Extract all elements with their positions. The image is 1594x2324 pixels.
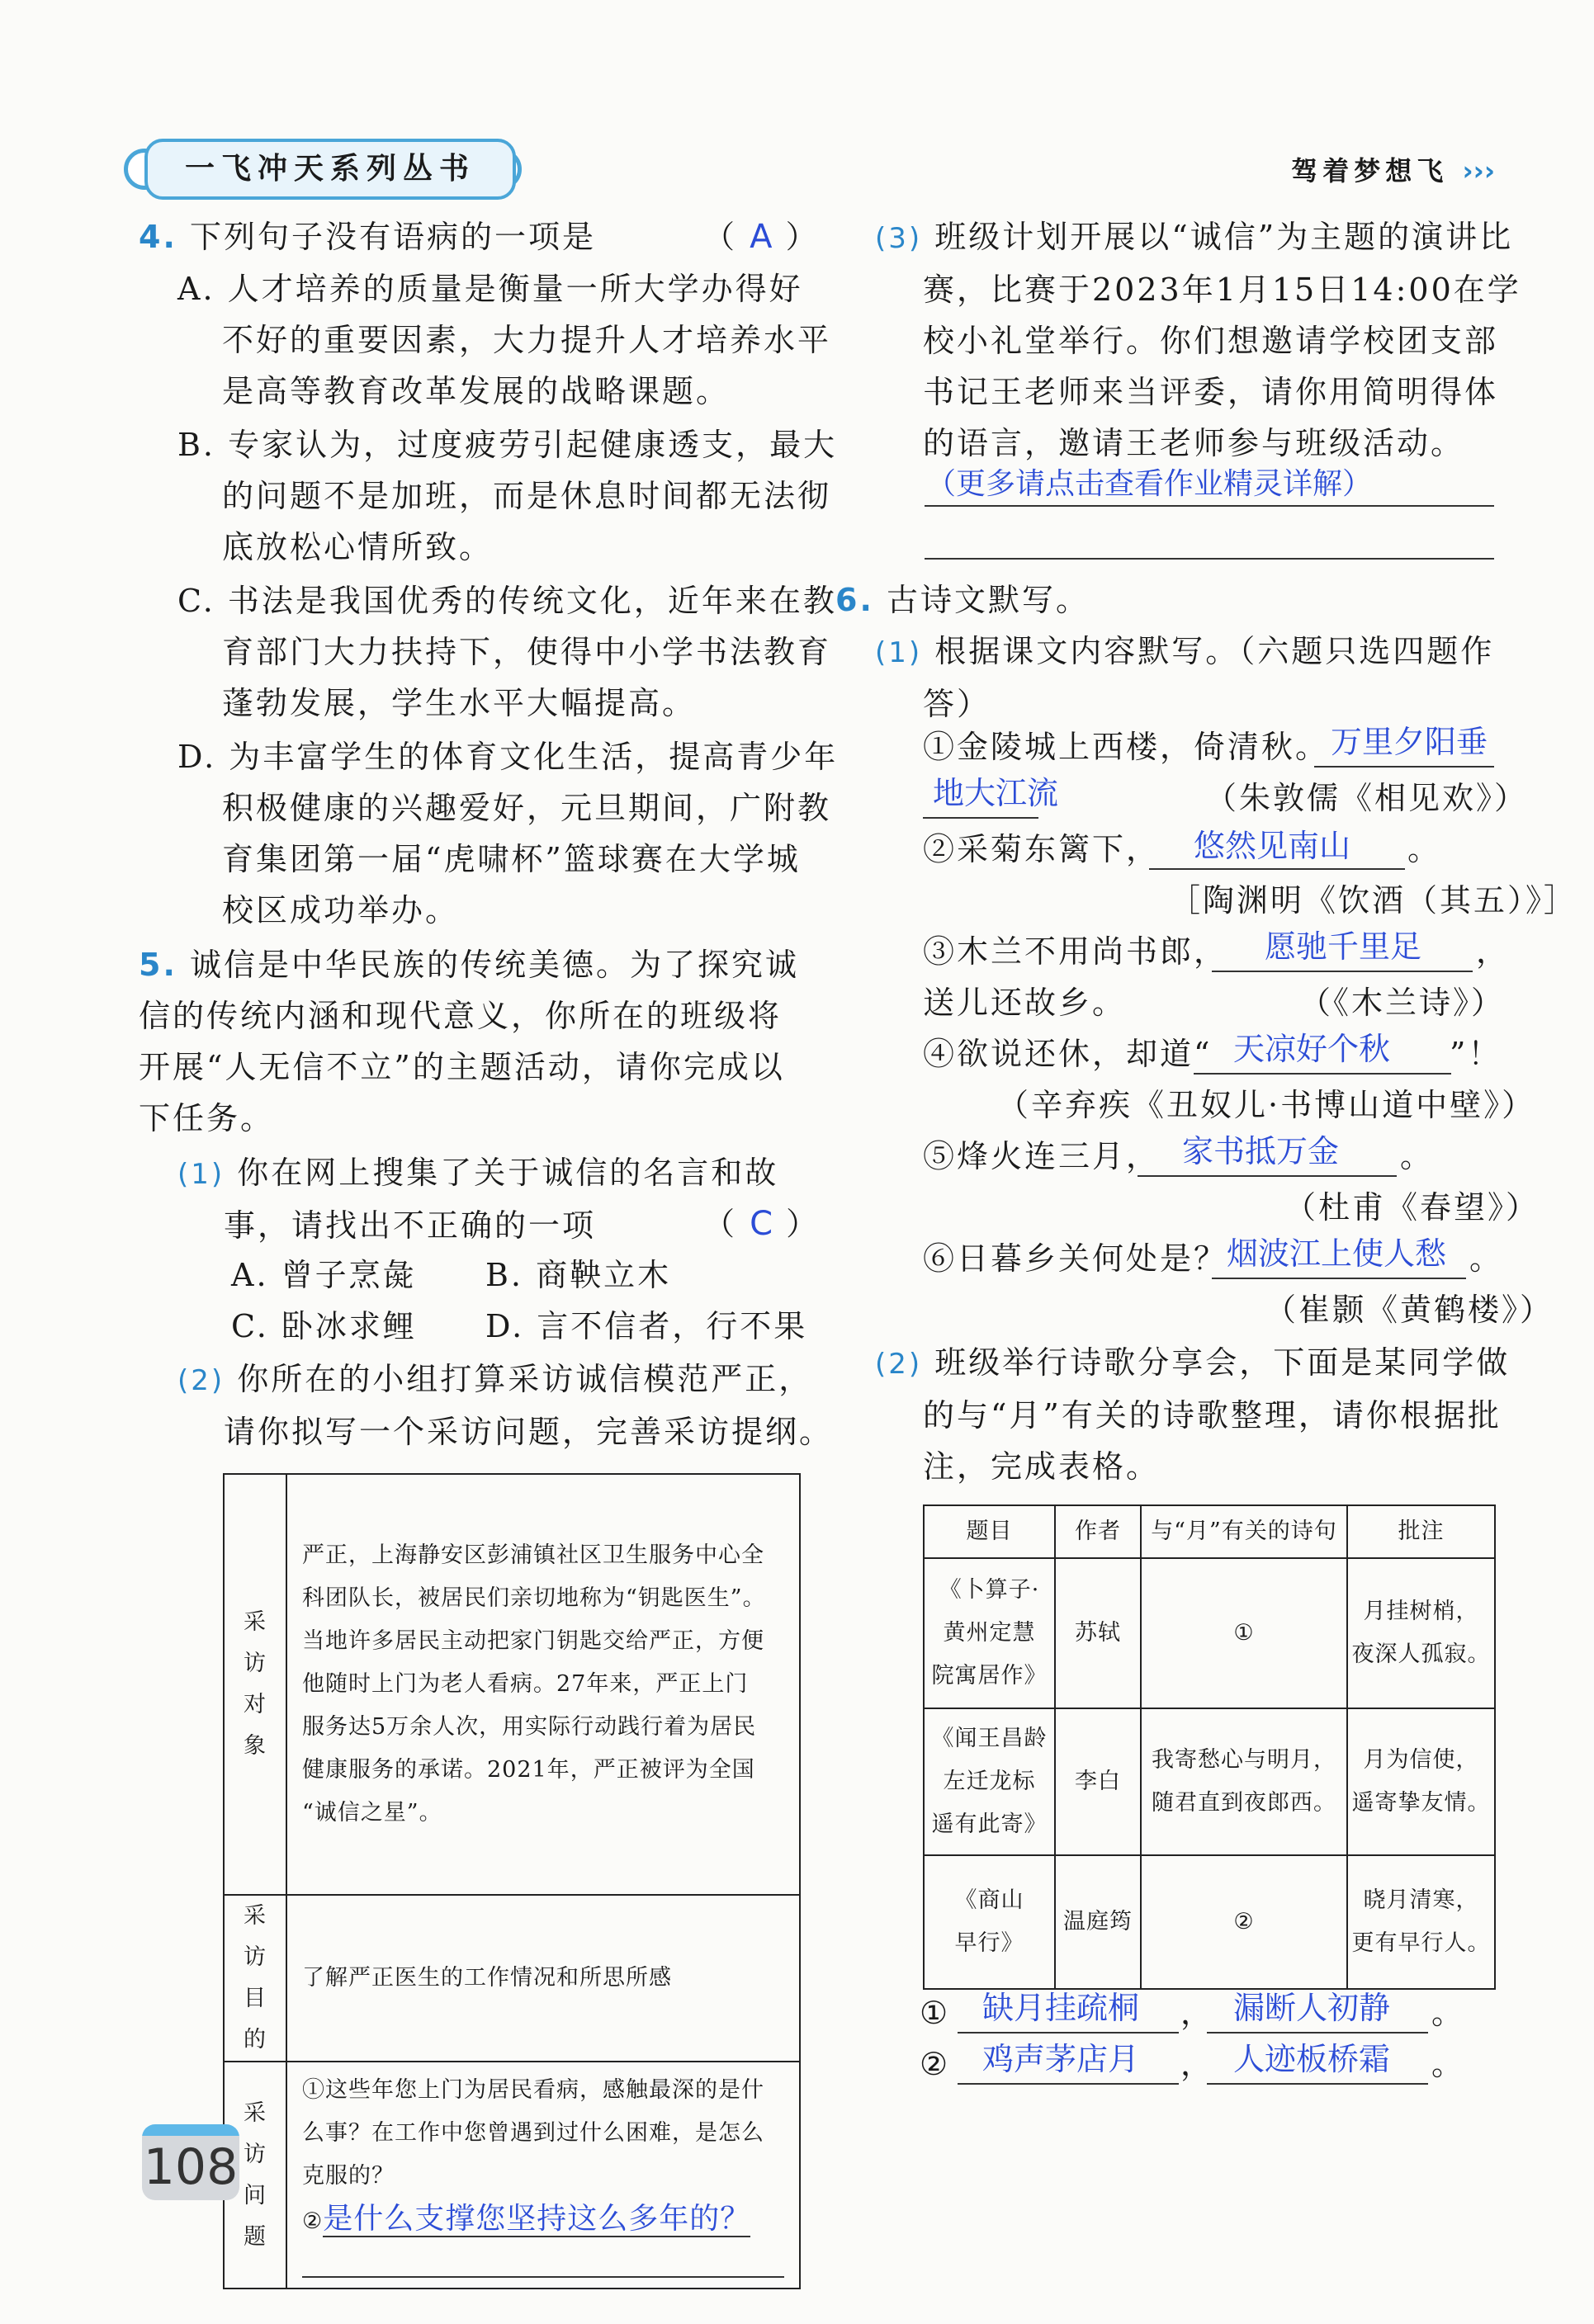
q6-p1-line: 根据课文内容默写。（六题只选四题作 [934,633,1495,669]
q5-p1-line: 你在网上搜集了关于诚信的名言和故 [237,1155,779,1191]
row-line: ① [1141,1558,1347,1708]
header-author: 作者 [1055,1505,1141,1558]
q4-b-line: 的问题不是加班，而是休息时间都无法彻 [222,478,832,514]
poem-item-4: ④欲说还休，却道“ [923,1036,1213,1072]
obj-line: 健康服务的承诺。2021年，严正被评为全国 [302,1757,755,1783]
q4-c-line: 育部门大力扶持下，使得中小学书法教育 [222,634,832,670]
q6-p2-line: 班级举行诗歌分享会，下面是某同学做 [934,1344,1511,1381]
q4-option-a [177,263,831,417]
q4-d-line: 育集团第一届“虎啸杯”篮球赛在大学城 [222,841,801,877]
cell-line: 我寄愁心与明月， [1152,1747,1336,1773]
row-author: 温庭筠 [1055,1855,1141,1989]
cell-line: 月为信使， [1363,1747,1479,1773]
interview-purpose-label [224,1895,286,2062]
answer-line [1138,1175,1397,1177]
cell-line: 《闻王昌龄 [931,1726,1048,1751]
poem-answer-5: 家书抵万金 [1182,1133,1340,1169]
cell-line: 遥寄挚友情。 [1351,1790,1491,1816]
poem-post-2: 。 [1407,831,1442,867]
q5-p2-line: 请你拟写一个采访问题，完善采访提纲。 [224,1414,834,1450]
obj-line: “诚信之星”。 [302,1800,442,1826]
q6-stem [835,574,1090,626]
q5-p1-opt-d: D. 言不信者，行不果 [485,1308,808,1344]
poem-post-3: ， [1476,933,1511,970]
q6-part1 [875,626,1494,730]
q4-option-c [177,575,837,729]
row-note [1347,1708,1495,1855]
poem-post-5: 。 [1400,1138,1435,1174]
row-title [924,1855,1055,1989]
moon-answer-1-num: ① [920,1995,951,2031]
label-line: 采访 [244,2100,267,2167]
interview-obj-label [224,1474,286,1895]
q4-a-line: 是高等教育改革发展的战略课题。 [222,373,731,409]
q5-p2-line: 你所在的小组打算采访诚信模范严正， [237,1361,813,1397]
row-note [1347,1558,1495,1708]
poem-answer-2: 悠然见南山 [1194,828,1351,864]
q4-a-line: A. 人才培养的质量是衡量一所大学办得好 [177,271,803,307]
q4-d-line: 校区成功举办。 [222,892,460,928]
cell-line: 早行》 [954,1930,1024,1956]
poem-source-5: （杜甫《春望》） [1284,1189,1540,1226]
q5-p3-number: (3) [875,222,923,255]
q5-p3-line: 赛，比赛于2023年1月15日14:00在学 [923,272,1521,308]
q6-p2-line: 注，完成表格。 [923,1448,1161,1485]
paren-open: （ [703,219,738,255]
q5-p3-answer: （更多请点击查看作业精灵详解） [926,467,1373,501]
paren-open: （ [703,1206,738,1242]
q5-p1-number: (1) [177,1158,225,1191]
cell-line: 院寓居作》 [931,1663,1048,1689]
cell-line: 《卜算子· [939,1577,1040,1603]
answer-line [923,817,1038,819]
answer-line [1194,1073,1451,1075]
q4-d-line: D. 为丰富学生的体育文化生活，提高青少年 [177,739,839,775]
q4-stem [139,211,596,262]
moon-answer-2-num: ② [920,2046,951,2082]
poem-item-3: ③木兰不用尚书郎， [923,933,1228,970]
obj-line: 他随时上门为老人看病。27年来，严正上门 [302,1671,749,1697]
q4-option-d [177,731,838,936]
poem-source-2: ［陶渊明《饮酒（其五）》］ [1169,882,1578,919]
q5-p2-number: (2) [177,1364,225,1397]
q5-p3-line: 班级计划开展以“诚信”为主题的演讲比 [934,219,1514,255]
q5-p3-line: 校小礼堂举行。你们想邀请学校团支部 [923,323,1499,359]
header-note: 批注 [1347,1505,1495,1558]
q2-answer: 是什么支撑您坚持这么多年的？ [323,2202,751,2236]
label-line: 目的 [244,1986,267,2052]
header-title: 题目 [924,1505,1055,1558]
q6-part2 [875,1337,1510,1492]
row-title [924,1708,1055,1855]
row-author: 李白 [1055,1708,1141,1855]
q4-c-line: 蓬勃发展，学生水平大幅提高。 [222,685,697,721]
q-line: 克服的？ [302,2163,395,2189]
cell-line: 晓月清寒， [1363,1887,1479,1913]
poem-source-6: （崔颢《黄鹤楼》） [1265,1292,1554,1328]
q6-p1-line: 答） [923,686,991,722]
paren-close: ） [786,1206,821,1242]
q4-stem-text: 下列句子没有语病的一项是 [189,219,596,255]
q4-option-b [177,419,837,573]
q6-p1-number: (1) [875,636,923,669]
poem-post-6: 。 [1469,1240,1504,1277]
row-line [1141,1708,1347,1855]
interview-question-text [286,2062,800,2289]
header-line: 与“月”有关的诗句 [1141,1505,1347,1558]
obj-line: 当地许多居民主动把家门钥匙交给严正，方便 [302,1628,764,1654]
moon-answer-2a: 鸡声茅店月 [982,2041,1140,2077]
period: 。 [1431,1995,1466,2031]
q2-row [302,2198,784,2243]
answer-line [1212,971,1473,972]
q5-part2 [177,1353,833,1457]
answer-line [302,2243,784,2278]
row-title [924,1558,1055,1708]
moon-answer-1a: 缺月挂疏桐 [982,1990,1140,2026]
poem-item-1: ①金陵城上西楼，倚清秋。 [923,729,1330,765]
q6-p2-line: 的与“月”有关的诗歌整理，请你根据批 [923,1397,1502,1434]
poem-source-4: （辛弃疾《丑奴儿·书博山道中壁》） [997,1087,1536,1123]
header-slogan [1291,150,1495,188]
q5-p3-line: 的语言，邀请王老师参与班级活动。 [923,425,1465,461]
cell-line: 夜深人孤寂。 [1351,1641,1491,1667]
table-row [924,1855,1495,1989]
page-number: 108 [142,2124,239,2200]
paren-close: ） [785,219,820,255]
q6-number: 6. [835,582,874,618]
cell-line: 黄州定慧 [943,1620,1036,1646]
q5-p1-opt-c: C. 卧冰求鲤 [231,1308,417,1344]
q5-number: 5. [139,947,177,983]
cell-line: 月挂树梢， [1363,1599,1479,1624]
q2-number: ② [302,2208,324,2234]
answer-line [1207,2083,1428,2085]
row-note [1347,1855,1495,1989]
poem-answer-3: 愿驰千里足 [1265,928,1422,965]
answer-line [1212,1278,1466,1279]
cell-line: 《商山 [954,1887,1024,1913]
answer-line [1149,868,1405,870]
q-line: ①这些年您上门为居民看病，感触最深的是什 [302,2077,764,2103]
q4-a-line: 不好的重要因素，大力提升人才培养水平 [222,322,832,358]
answer-line [958,2083,1179,2085]
q4-number: 4. [139,219,177,255]
row-author: 苏轼 [1055,1558,1141,1708]
series-title: 一飞冲天系列丛书 [184,152,475,186]
poem-item-3-line2: 送儿还故乡。 [923,985,1127,1021]
comma: ， [1180,2046,1215,2082]
q6-p2-number: (2) [875,1348,923,1381]
moon-answer-2b: 人迹板桥霜 [1233,2041,1391,2077]
label-line: 对象 [244,1692,267,1759]
answer-line [925,558,1494,560]
poem-source-1: （朱敦儒《相见欢》） [1205,780,1529,816]
obj-line: 科团队长，被居民们亲切地称为“钥匙医生”。 [302,1585,766,1611]
slogan-text: 驾着梦想飞 [1291,155,1449,187]
cell-line: 左迁龙标 [943,1769,1036,1794]
table-row [924,1708,1495,1855]
poem-answer-1b: 地大江流 [933,775,1059,811]
interview-table [223,1473,801,2289]
q5-p1-line: 事，请找出不正确的一项 [224,1207,597,1244]
label-line: 采访 [244,1609,267,1676]
poem-item-5: ⑤烽火连三月， [923,1138,1161,1174]
cell-line: 更有早行人。 [1351,1930,1491,1956]
poem-post-4: ”！ [1450,1036,1502,1072]
interview-purpose-text: 了解严正医生的工作情况和所思所感 [286,1895,800,2062]
label-line: 问题 [244,2182,267,2250]
interview-obj-text [286,1474,800,1895]
moon-poem-table [923,1504,1496,1990]
answer-line [925,505,1494,507]
q5-stem-line: 开展“人无信不立”的主题活动，请你完成以 [139,1049,785,1085]
q5-p1-answer-paren [703,1198,820,1249]
poem-answer-6: 烟波江上使人愁 [1227,1235,1447,1272]
q5-stem-line: 下任务。 [139,1100,275,1136]
poem-answer-1a: 万里夕阳垂 [1331,724,1488,760]
poem-item-2: ②采菊东篱下， [923,831,1161,867]
q4-b-line: B. 专家认为，过度疲劳引起健康透支，最大 [177,427,838,463]
q4-d-line: 积极健康的兴趣爱好，元旦期间，广附教 [222,790,832,826]
q-line: 么事？在工作中您曾遇到过什么困难，是怎么 [302,2120,764,2146]
q6-stem-text: 古诗文默写。 [886,582,1090,618]
moon-answer-1b: 漏断人初静 [1233,1990,1391,2026]
comma: ， [1180,1995,1215,2031]
cell-line: 遥有此寄》 [931,1811,1048,1837]
q5-p1-answer: C [750,1205,774,1243]
chevron-right-icon: ››› [1462,155,1495,187]
poem-answer-4: 天凉好个秋 [1233,1031,1391,1067]
q5-part1 [177,1147,778,1251]
obj-line: 严正，上海静安区彭浦镇社区卫生服务中心全 [302,1542,764,1568]
q4-b-line: 底放松心情所致。 [222,529,494,565]
poem-source-3: （《木兰诗》） [1299,985,1506,1021]
q5-stem [139,939,799,1144]
q5-part3 [875,211,1521,469]
q5-stem-line: 诚信是中华民族的传统美德。为了探究诚 [189,947,799,983]
q4-c-line: C. 书法是我国优秀的传统文化，近年来在教 [177,583,837,619]
table-row [924,1558,1495,1708]
label-line: 采访 [244,1903,267,1970]
q5-p1-opt-a: A. 曾子烹彘 [231,1257,417,1293]
row-line: ② [1141,1855,1347,1989]
cell-line: 随君直到夜郎西。 [1152,1790,1336,1816]
poem-item-6: ⑥日暮乡关何处是？ [923,1240,1228,1277]
period: 。 [1431,2046,1466,2082]
q4-answer-paren [703,211,820,262]
q5-p3-line: 书记王老师来当评委，请你用简明得体 [923,374,1499,410]
q5-p1-opt-b: B. 商鞅立木 [485,1257,672,1293]
q5-stem-line: 信的传统内涵和现代意义，你所在的班级将 [139,998,783,1034]
q4-answer: A [750,218,773,256]
obj-line: 服务达5万余人次，用实际行动践行着为居民 [302,1714,757,1740]
answer-line [1314,766,1494,768]
